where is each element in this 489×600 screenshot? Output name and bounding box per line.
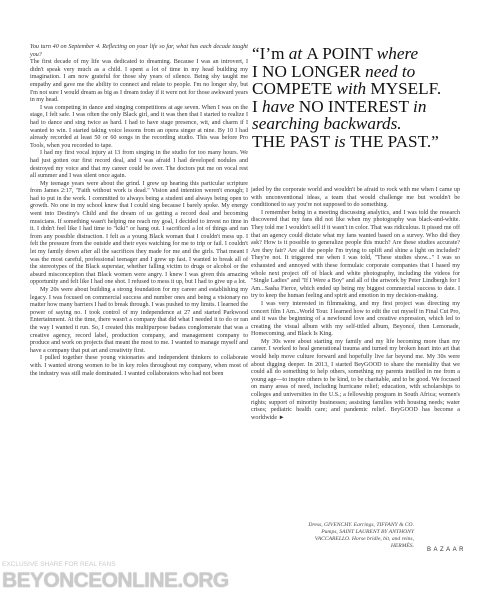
body-paragraph: I was competing in dance and singing competitions at age seven. When I was on the stage, I felt safe. I was often the only Black girl, and it was then that I started to realize I had to dance and sing twice as hard. I had to have stage presence, wit, and charm if I wanted to win. I started taking voice lessons from an opera singer at nine. By 10 I had already recorded at least 50 or 60 songs in the recording studio. This was before Pro Tools, when you recorded to tape. [30,104,248,149]
pull-quote-line: searching backwards. [252,114,402,133]
pull-quote-line: COMPETE with MYSELF. [252,79,442,98]
body-paragraph: The first decade of my life was dedicated to dreaming. Because I was an introvert, I didn't speak very much as a child. I spent a lot of time in my head building my imagination. I am now grateful for those shy years of silence. Being shy taught me empathy and gave me the ability to connect and relate to people. I'm no longer shy, but I'm not sure I would dream as big as I dream today if it were not for those awkward years in my head. [30,59,248,104]
body-paragraph: I pulled together these young visionaries and independent thinkers to collaborate with. I wanted strong women to be in key roles throughout my company, when most of the industry was still male dominated. I wanted collaborators who had not been [30,355,248,377]
pull-quote [252,45,467,150]
pull-quote-line: I have NO INTEREST in [252,96,427,116]
pull-quote-line: I NO LONGER need to [252,61,416,81]
article-column-right [251,187,460,422]
magazine-folio: BAZAAR [427,547,467,553]
fashion-credits: Dress, GIVENCHY. Earrings, TIFFANY & CO. Pumps, SAINT LAURENT BY ANTHONY VACCARELLO. Horse bridle, bit, and reins, HERMÈS. [308,522,414,549]
watermark-tagline: EXCLUSIVE SHARE FOR REAL FANS [2,561,116,568]
body-paragraph: My teenage years were about the grind. I grew up hearing this particular scripture from James 2:17, "Faith without work is dead." Vision and intention weren't enough; I had to put in the work. I committed to always being a student and always being open to growth. No one in my school knew that I could sing because I barely spoke. My energy went into Destiny's Child and the dream of us getting a record deal and becoming musicians. If something wasn't helping me reach my goal, I decided to invest no time in it. I didn't feel like I had time to "kiki" or hang out. I sacrificed a lot of things and ran from any possible distraction. I felt as a young Black woman that I couldn't mess up. I felt the pressure from the outside and their eyes watching for me to trip or fail. I couldn't let my family down after all the sacrifices they made for me and the girls. That meant I was the most careful, professional teenager and I grew up fast. I wanted to break all of the stereotypes of the Black superstar, whether falling victim to drugs or alcohol or the absurd misconception that Black women were angry. I knew I was given this amazing opportunity and felt like I had one shot. I refused to mess it up, but I had to give up a lot. [30,180,248,286]
body-paragraph: I was very interested in filmmaking, and my first project was directing my concert film I Am...World Tour. I learned how to edit the cut myself in Final Cut Pro, and it was the beginning of a newfound love and creative expression, which led to creating the visual album with my self-titled album, Beyoncé, then Lemonade, Homecoming, and Black Is King. [251,300,460,338]
pull-quote-line: THE PAST is THE PAST.” [252,131,439,151]
body-paragraph: My 20s were about building a strong foundation for my career and establishing my legacy. I was focused on commercial success and number ones and being a visionary no matter how many barriers I had to break through. I was pushed to my limits. I learned the power of saying no. I took control of my independence at 27 and started Parkwood Entertainment. At the time, there wasn't a company that did what I needed it to do or ran the way I wanted it run. So, I created this multipurpose badass conglomerate that was a creative agency, record label, production company, and management company to produce and work on projects that meant the most to me. I wanted to manage myself and have a company that put art and creativity first. [30,287,248,354]
watermark-logo: BEYONCEONLINE.ORG [2,569,229,592]
interview-question: You turn 40 on September 4. Reflecting on your life so far, what has each decade taught you? [30,44,248,58]
body-paragraph: My 30s were about starting my family and my life becoming more than my career. I worked to heal generational trauma and turned my broken heart into art that would help move culture forward and hopefully live far beyond me. My 30s were about digging deeper. In 2013, I started BeyGOOD to share the mentality that we could all do something to help others, something my parents instilled in me from a young age—to inspire others to be kind, to be charitable, and to be good. We focused on many areas of need, including hurricane relief; education, with scholarships to colleges and universities in the U.S.; a fellowship program in South Africa; women's rights; support of minority businesses; assisting families with housing needs; water crises; pediatric health care; and pandemic relief. BeyGOOD has become a worldwide ► [251,338,460,421]
body-paragraph: I remember being in a meeting discussing analytics, and I was told the research discovered that my fans did not like when my photography was black-and-white. They told me I wouldn't sell if it wasn't in color. That was ridiculous. It pissed me off that an agency could dictate what my fans wanted based on a survey. Who did they ask? How is it possible to generalize people this much? Are these studies accurate? Are they fair? Are all the people I'm trying to uplift and shine a light on included? They're not. It triggered me when I was told, "These studies show..." I was so exhausted and annoyed with these formulaic corporate companies that I based my whole next project off of black and white photography, including the videos for "Single Ladies" and "If I Were a Boy" and all of the artwork by Peter Lindbergh for I Am...Sasha Fierce, which ended up being my biggest commercial success to date. I try to keep the human feeling and spirit and emotion in my decision-making. [251,209,460,300]
article-column-left [30,44,248,378]
body-paragraph: I had my first vocal injury at 13 from singing in the studio for too many hours. We had just gotten our first record deal, and I was afraid I had developed nodules and destroyed my voice and that my career could be over. The doctors put me on vocal rest all summer and I was silent once again. [30,150,248,180]
body-paragraph: jaded by the corporate world and wouldn't be afraid to rock with me when I came up with unconventional ideas, a team that would challenge me but wouldn't be conditioned to say you're not supposed to do something. [251,187,460,209]
pull-quote-line: “I’m at A POINT where [252,44,419,63]
